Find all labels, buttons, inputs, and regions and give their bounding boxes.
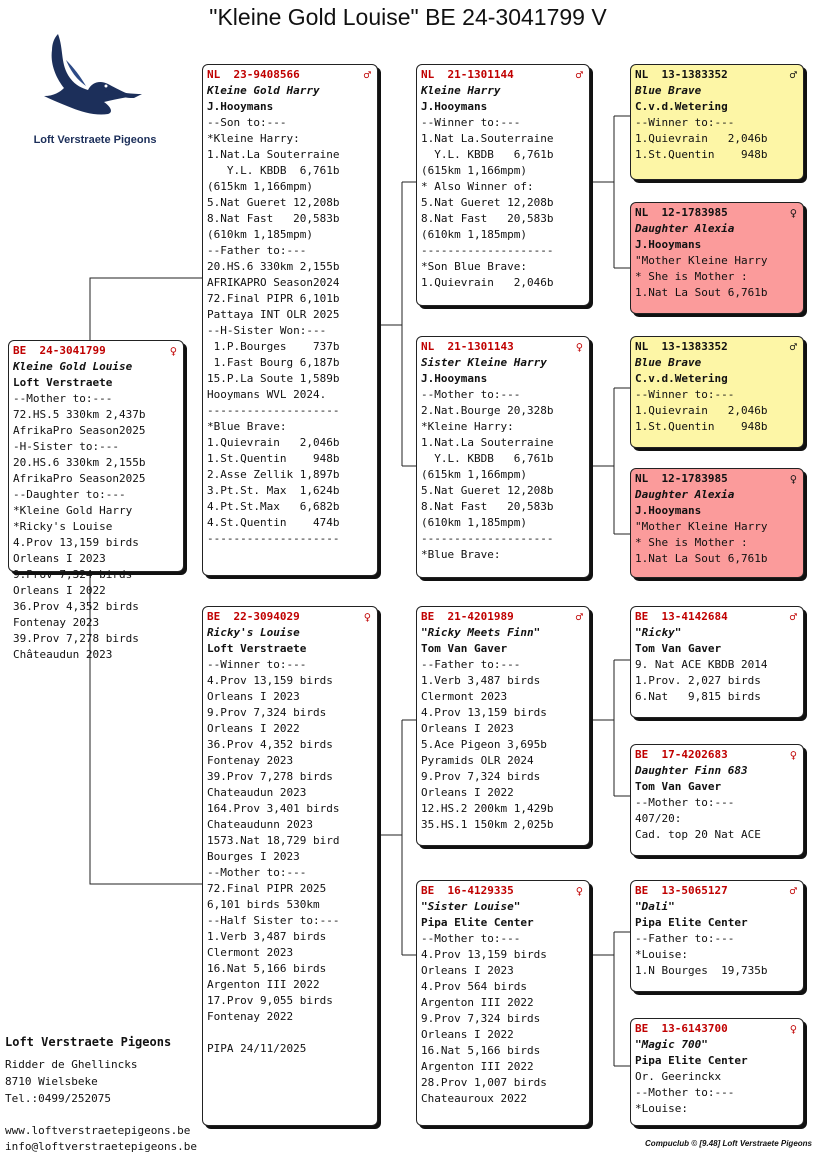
website-link[interactable]: www.loftverstraetepigeons.be xyxy=(5,1124,191,1137)
contact-links xyxy=(5,1123,197,1155)
ring-number: BE 16-4129335 xyxy=(421,884,514,897)
ring-number: NL 13-1383352 xyxy=(635,68,728,81)
phone-number: Tel.:0499/252075 xyxy=(5,1092,111,1105)
ring-number: NL 23-9408566 xyxy=(207,68,300,81)
pigeon-info: --Father to:--- 1.Verb 3,487 birds Clermont 2023 4.Prov 13,159 birds Orleans I 2023 5.Ace Pigeon 3,695b Pyramids OLR 2024 9.Prov 7,324 birds Orleans I 2022 12.HS.2 200km 1,429b 35.HS.1 150km 2,025b xyxy=(421,658,554,831)
pigeon-info: --Son to:--- *Kleine Harry: 1.Nat.La Souterraine Y.L. KBDB 6,761b (615km 1,166mpm) 5.Nat Gueret 12,208b 8.Nat Fast 20,583b (610km 1,185mpm) --Father to:--- 20.HS.6 330km 2,155b AFRIKAPRO Season2024 72.Final PIPR 6,101b Pattaya INT OLR 2025 --H-Sister Won:--- 1.P.Bourges 737b 1.Fast Bourg 6,187b 15.P.La Soute 1,589b Hooymans WVL 2024. -------------------- *Blue Brave: 1.Quievrain 2,046b 1.St.Quentin 948b 2.Asse Zellik 1,897b 3.Pt.St. Max 1,624b 4.Pt.St.Max 6,682b 4.St.Quentin 474b -------------------- xyxy=(207,116,340,545)
ring-number: BE 17-4202683 xyxy=(635,748,728,761)
pigeon-name: "Dali" xyxy=(635,900,675,913)
sire-card xyxy=(202,64,378,576)
logo-text: Loft Verstraete Pigeons xyxy=(33,134,157,146)
ring-number: NL 13-1383352 xyxy=(635,340,728,353)
pigeon-info: --Winner to:--- 1.Nat La.Souterraine Y.L. KBDB 6,761b (615km 1,166mpm) * Also Winner of: 5.Nat Gueret 12,208b 8.Nat Fast 20,583b (610km 1,185mpm) -------------------- *Son Blue Brave: 1.Quievrain 2,046b xyxy=(421,116,554,289)
sdd-card xyxy=(630,468,804,578)
pigeon-name: "Magic 700" xyxy=(635,1038,708,1051)
pigeon-info: --Winner to:--- 1.Quievrain 2,046b 1.St.Quentin 948b xyxy=(635,388,768,433)
pigeon-info: --Mother to:--- 2.Nat.Bourge 20,328b *Kleine Harry: 1.Nat.La Souterraine Y.L. KBDB 6,761b (615km 1,166mpm) 5.Nat Gueret 12,208b 8.Nat Fast 20,583b (610km 1,185mpm) -------------------- *Blue Brave: xyxy=(421,388,554,561)
owner-name: J.Hooymans xyxy=(421,100,488,113)
owner-name: Pipa Elite Center xyxy=(421,916,534,929)
pigeon-info: --Father to:--- *Louise: 1.N Bourges 19,735b xyxy=(635,932,768,977)
dam-card xyxy=(202,606,378,1126)
ring-number: BE 13-5065127 xyxy=(635,884,728,897)
sss-card xyxy=(630,64,804,180)
ring-number: BE 24-3041799 xyxy=(13,344,106,357)
pigeon-name: Sister Kleine Harry xyxy=(421,356,547,369)
dss-card xyxy=(630,606,804,718)
pigeon-name: Daughter Alexia xyxy=(635,222,735,235)
female-icon: ♀ xyxy=(789,472,797,486)
ring-number: NL 21-1301143 xyxy=(421,340,514,353)
loft-address xyxy=(5,1034,171,1107)
owner-name: Tom Van Gaver xyxy=(421,642,508,655)
female-icon: ♀ xyxy=(789,206,797,220)
ring-number: BE 21-4201989 xyxy=(421,610,514,623)
dds-card xyxy=(630,880,804,992)
pigeon-name: "Sister Louise" xyxy=(421,900,521,913)
subject-card xyxy=(8,340,184,661)
owner-name: J.Hooymans xyxy=(421,372,488,385)
ring-number: NL 21-1301144 xyxy=(421,68,514,81)
female-icon: ♀ xyxy=(363,610,371,624)
email-link[interactable]: info@loftverstraetepigeons.be xyxy=(5,1140,198,1153)
female-icon: ♀ xyxy=(575,340,583,354)
pigeon-info: --Mother to:--- 72.HS.5 330km 2,437b AfrikaPro Season2025 -H-Sister to:--- 20.HS.6 330km 2,155b AfrikaPro Season2025 --Daughter to:--- *Kleine Gold Harry *Ricky's Louise 4.Prov 13,159 birds Orleans I 2023 9.Prov 7,324 birds Orleans I 2022 36.Prov 4,352 birds Fontenay 2023 39.Prov 7,278 birds Châteaudun 2023 xyxy=(13,392,146,661)
ring-number: NL 12-1783985 xyxy=(635,206,728,219)
pigeon-name: Kleine Harry xyxy=(421,84,501,97)
page-title: "Kleine Gold Louise" BE 24-3041799 V xyxy=(209,4,607,30)
owner-name: J.Hooymans xyxy=(635,238,702,251)
owner-name: C.v.d.Wetering xyxy=(635,100,728,113)
owner-name: Loft Verstraete xyxy=(13,376,113,389)
pigeon-info: --Winner to:--- 4.Prov 13,159 birds Orleans I 2023 9.Prov 7,324 birds Orleans I 2022 36.Prov 4,352 birds Fontenay 2023 39.Prov 7,278 birds Chateaudun 2023 164.Prov 3,401 birds Chateaudunn 2023 1573.Nat 18,729 bird Bourges I 2023 --Mother to:--- 72.Final PIPR 2025 6,101 birds 530km --Half Sister to:--- 1.Verb 3,487 birds Clermont 2023 16.Nat 5,166 birds Argenton III 2022 17.Prov 9,055 birds Fontenay 2022 PIPA 24/11/2025 xyxy=(207,658,340,1055)
female-icon: ♀ xyxy=(575,884,583,898)
ring-number: BE 13-4142684 xyxy=(635,610,728,623)
pigeon-name: Kleine Gold Harry xyxy=(207,84,320,97)
pigeon-name: Daughter Alexia xyxy=(635,488,735,501)
pigeon-name: Daughter Finn 683 xyxy=(635,764,748,777)
pigeon-info: "Mother Kleine Harry * She is Mother : 1.Nat La Sout 6,761b xyxy=(635,520,768,565)
male-icon: ♂ xyxy=(789,68,797,82)
pigeon-name: Blue Brave xyxy=(635,356,702,369)
owner-name: Pipa Elite Center xyxy=(635,916,748,929)
dam-sire-card xyxy=(416,606,590,846)
male-icon: ♂ xyxy=(575,68,583,82)
ring-number: BE 13-6143700 xyxy=(635,1022,728,1035)
software-credit: Compuclub © [9.48] Loft Verstraete Pigeons xyxy=(645,1139,812,1148)
pigeon-name: "Ricky" xyxy=(635,626,682,639)
owner-name: J.Hooymans xyxy=(635,504,702,517)
pigeon-info: 9. Nat ACE KBDB 2014 1.Prov. 2,027 birds 6.Nat 9,815 birds xyxy=(635,658,768,703)
male-icon: ♂ xyxy=(789,340,797,354)
male-icon: ♂ xyxy=(575,610,583,624)
pigeon-info: --Winner to:--- 1.Quievrain 2,046b 1.St.Quentin 948b xyxy=(635,116,768,161)
dsd-card xyxy=(630,744,804,856)
female-icon: ♀ xyxy=(789,1022,797,1036)
male-icon: ♂ xyxy=(789,610,797,624)
address-line-2: 8710 Wielsbeke xyxy=(5,1075,98,1088)
owner-name: Tom Van Gaver xyxy=(635,642,722,655)
sire-dam-card xyxy=(416,336,590,578)
ssd-card xyxy=(630,202,804,314)
female-icon: ♀ xyxy=(169,344,177,358)
ring-number: NL 12-1783985 xyxy=(635,472,728,485)
female-icon: ♀ xyxy=(789,748,797,762)
loft-name: Loft Verstraete Pigeons xyxy=(5,1035,172,1049)
pigeon-name: Ricky's Louise xyxy=(207,626,300,639)
pigeon-info: --Mother to:--- 4.Prov 13,159 birds Orleans I 2023 4.Prov 564 birds Argenton III 2022 9.Prov 7,324 birds Orleans I 2022 16.Nat 5,166 birds Argenton III 2022 28.Prov 1,007 birds Chateauroux 2022 xyxy=(421,932,547,1105)
ring-number: BE 22-3094029 xyxy=(207,610,300,623)
address-line-1: Ridder de Ghellincks xyxy=(5,1058,138,1071)
pigeon-name: "Ricky Meets Finn" xyxy=(421,626,541,639)
pigeon-info: --Mother to:--- 407/20: Cad. top 20 Nat ACE xyxy=(635,796,761,841)
owner-name: J.Hooymans xyxy=(207,100,274,113)
pigeon-info: "Mother Kleine Harry * She is Mother : 1.Nat La Sout 6,761b xyxy=(635,254,768,299)
male-icon: ♂ xyxy=(789,884,797,898)
owner-name: Pipa Elite Center xyxy=(635,1054,748,1067)
owner-name: Loft Verstraete xyxy=(207,642,307,655)
pigeon-name: Kleine Gold Louise xyxy=(13,360,133,373)
male-icon: ♂ xyxy=(363,68,371,82)
owner-name: Tom Van Gaver xyxy=(635,780,722,793)
pigeon-info: Or. Geerinckx --Mother to:--- *Louise: xyxy=(635,1070,735,1115)
pigeon-name: Blue Brave xyxy=(635,84,702,97)
sire-sire-card xyxy=(416,64,590,306)
owner-name: C.v.d.Wetering xyxy=(635,372,728,385)
ddd-card xyxy=(630,1018,804,1126)
dam-dam-card xyxy=(416,880,590,1126)
sds-card xyxy=(630,336,804,448)
